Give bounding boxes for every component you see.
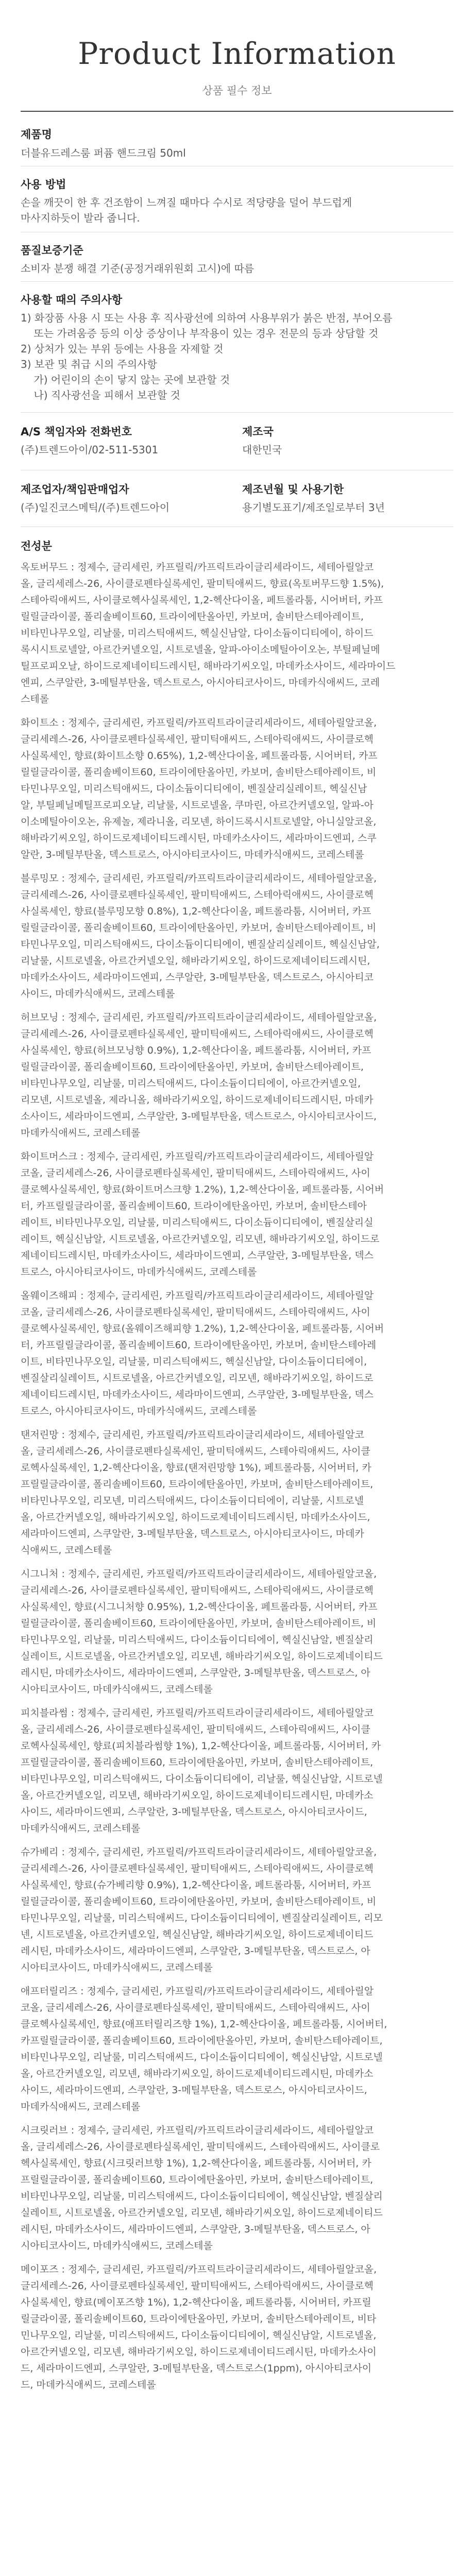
ingredient-line: 올, 글리세레스-26, 사이클로펜타실록세인, 팔미틱애씨드, 향료(옥토버무드향 1.5%),	[21, 578, 384, 589]
usage-line: 손을 깨끗이 한 후 건조함이 느껴질 때마다 수시로 적당량을 덜어 부드럽게	[21, 196, 352, 209]
ingredient-line: 민나무오일, 리날룰, 미리스틱애씨드, 다이소듐이디티에이, 헥실신남알, 시트로넬올,	[21, 2330, 377, 2341]
ingredient-block	[21, 2122, 453, 2254]
page-subtitle: 상품 필수 정보	[202, 84, 272, 97]
ingredient-line: 소사이드, 세라마이드엔피, 스쿠알란, 3-메틸부탄올, 덱스트로스, 아시아티코사이드,	[21, 1111, 377, 1122]
ingredient-line: 헥사실록세인, 향료(시크릿러브향 1%), 1,2-헥산다이올, 페트롤라툼, 시어버터, 카	[21, 2158, 371, 2169]
ingredient-line: 허브모닝 : 정제수, 글리세린, 카프릴릭/카프릭트라이글리세라이드, 세테아릴알코올,	[21, 1012, 377, 1023]
ingredient-line: 비타민나무오일, 리날룰, 미리스틱애씨드, 다이소듐이디티에이, 헥실신남알, 시트로넬	[21, 2052, 383, 2063]
ingredient-line: 리날룰, 시트로넬올, 아르간커넬오일, 해바라기씨오일, 하이드로제네이티드레시틴,	[21, 955, 370, 967]
caution-line: 가) 어린이의 손이 닿지 않는 곳에 보관할 것	[21, 374, 230, 386]
usage-label: 사용 방법	[21, 178, 66, 191]
ingredient-block	[21, 870, 453, 1002]
ingredient-line: 로헥사실록세인, 향료(피치블라썸향 1%), 1,2-헥산다이올, 페트롤라툼, 시어버터, 카	[21, 1740, 381, 1752]
quality-label: 품질보증기준	[21, 244, 83, 257]
page-title: Product Information	[78, 36, 396, 71]
ingredient-line: 옥토버무드 : 정제수, 글리세린, 카프릴릭/카프릭트라이글리세라이드, 세테아릴알코	[21, 562, 374, 573]
ingredient-line: 터, 카프릴릴글라이콜, 폴리솔베이트60, 트라이에탄올아민, 카보머, 솔비탄스테아레	[21, 1340, 377, 1351]
ingredient-line: 엔피, 스쿠알란, 3-메틸부탄올, 덱스트로스, 아시아티코사이드, 마데카식애씨드, 코레	[21, 677, 380, 688]
ingredient-line: 로헥사실록세인, 1,2-헥산다이올, 향료(탠저린망향 1%), 페트롤라툼, 시어버터, 카	[21, 1462, 371, 1473]
ingredient-line: 레시틴, 마데카소사이드, 세라마이드엔피, 스쿠알란, 3-메틸부탄올, 덱스트로스, 아	[21, 1667, 370, 1679]
ingredient-line: 비타민나무오일, 리날룰, 미리스틱애씨드, 다이소듐이디티에이, 헥실신남알, 벤질살리	[21, 2191, 383, 2202]
ingredient-line: 타민나무오일, 미리스틱애씨드, 다이소듐이디티에이, 벤질살리실레이트, 헥실신남알,	[21, 939, 380, 950]
ingredient-line: 글리세레스-26, 사이클로펜타실록세인, 팔미틱애씨드, 스테아릭애씨드, 사이클로헥	[21, 734, 374, 745]
ingredient-line: 사실록세인, 향료(슈가베리향 0.9%), 1,2-헥산다이올, 페트롤라툼, 시어버터, 카프	[21, 1879, 371, 1891]
ingredient-line: 비타민나무오일, 미리스틱애씨드, 다이소듐이디티에이, 리날룰, 헥실신남알, 시트로넬	[21, 1773, 383, 1785]
ingredient-line: 글리세레스-26, 사이클로펜타실록세인, 팔미틱애씨드, 스테아릭애씨드, 사이클로헥	[21, 2280, 374, 2292]
product-name-value: 더블유드레스룸 퍼퓸 핸드크림 50ml	[21, 147, 186, 159]
divider	[21, 111, 453, 112]
ingredient-line: 릴릴글라이콜, 폴리솔베이트60, 트라이에탄올아민, 카보머, 솔비탄스테아레이트, 비	[21, 1618, 377, 1629]
ingredient-line: 시아티코사이드, 마데카식애씨드, 코레스테롤	[21, 1962, 213, 1973]
ingredient-line: 글리세레스-26, 사이클로펜타실록세인, 팔미틱애씨드, 스테아릭애씨드, 사이클로헥	[21, 1028, 374, 1040]
ingredient-line: 타민나무오일, 리날룰, 미리스틱애씨드, 다이소듐이디티에이, 헥실신남알, 벤질살리	[21, 1634, 374, 1646]
ingredient-line: 마데카식애씨드, 코레스테롤	[21, 2101, 141, 2112]
ingredient-line: 글리세레스-26, 사이클로펜타실록세인, 팔미틱애씨드, 스테아릭애씨드, 사이클로헥	[21, 889, 374, 901]
ingredient-line: 이소메틸아이오논, 유제놀, 제라니올, 리모넨, 하이드록시시트로넬알, 아니실알코올,	[21, 816, 377, 827]
ingredient-line: 시크릿러브 : 정제수, 글리세린, 카프릴릭/카프릭트라이글리세라이드, 세테아릴알코	[21, 2125, 374, 2136]
ingredient-block	[21, 2261, 453, 2393]
ingredient-line: 릴릴글라이콜, 폴리솔베이트60, 트라이에탄올아민, 카보머, 솔비탄스테아레이트, 비	[21, 1896, 377, 1907]
ingredient-line: 클로헥사실록세인, 향료(올웨이즈해피향 1.2%), 1,2-헥산다이올, 페트롤라툼, 시어버	[21, 1323, 384, 1334]
ingredient-line: 실레이트, 시트로넬올, 아르간커넬오일, 리모넨, 해바라기씨오일, 하이드로제네이티드	[21, 2207, 383, 2218]
ingredient-block	[21, 715, 453, 863]
divider	[21, 412, 453, 413]
caution-line: 1) 화장품 사용 시 또는 사용 후 직사광선에 의하여 사용부위가 붉은 반점, 부어오름	[21, 312, 393, 324]
usage-line: 마사지하듯이 발라 줍니다.	[21, 212, 140, 224]
ingredient-block	[21, 1705, 453, 1837]
ingredient-line: 프릴릴글라이콜, 폴리솔베이트60, 트라이에탄올아민, 카보머, 솔비탄스테아레이트,	[21, 1757, 374, 1768]
caution-line: 또는 가려움증 등의 이상 증상이나 부작용이 있는 경우 전문의 등과 상담할 것	[21, 327, 379, 340]
ingredients-list	[21, 559, 453, 2400]
usage-text	[21, 195, 352, 226]
ingredient-line: 클로헥사실록세인, 향료(화이트머스크향 1.2%), 1,2-헥산다이올, 페트롤라툼, 시어버	[21, 1184, 384, 1195]
ingredient-block	[21, 1427, 453, 1558]
ingredient-line: 실레이트, 시트로넬올, 아르간커넬오일, 리모넨, 해바라기씨오일, 하이드로제네이티드	[21, 1651, 383, 1662]
ingredient-line: 메이포즈 : 정제수, 글리세린, 카프릴릭/카프릭트라이글리세라이드, 세테아릴알코올,	[21, 2264, 377, 2275]
ingredient-line: 마데카식애씨드, 코레스테롤	[21, 1823, 141, 1834]
ingredient-line: 올웨이즈해피 : 정제수, 글리세린, 카프릴릭/카프릭트라이글리세라이드, 세테아릴알	[21, 1290, 374, 1301]
as-contact-label: A/S 책임자와 전화번호	[21, 426, 132, 438]
manufacturer-value: (주)일진코스메틱/(주)트렌드아이	[21, 501, 170, 514]
ingredient-line: 글리세레스-26, 사이클로펜타실록세인, 팔미틱애씨드, 스테아릭애씨드, 사이클로헥	[21, 1585, 374, 1596]
ingredient-line: 드, 세라마이드엔피, 스쿠알란, 3-메틸부탄올, 덱스트로스(1ppm), 아시아티코사이	[21, 2363, 372, 2374]
ingredient-line: 트로스, 아시아티코사이드, 마데카식애씨드, 코레스테롤	[21, 1266, 257, 1278]
ingredient-block	[21, 559, 453, 707]
ingredient-line: 릴글라이콜, 폴리솔베이트60, 트라이에탄올아민, 카보머, 솔비탄스테아레이트, 비타	[21, 2313, 377, 2325]
ingredient-line: 릴릴글라이콜, 폴리솔베이트60, 트라이에탄올아민, 카보머, 솔비탄스테아레이트,	[21, 611, 364, 622]
ingredient-line: 블루밍모 : 정제수, 글리세린, 카프릴릭/카프릭트라이글리세라이드, 세테아릴알코올,	[21, 873, 377, 884]
ingredient-line: 올, 글리세레스-26, 사이클로펜타실록세인, 팔미틱애씨드, 스테아릭애씨드, 사이클	[21, 1724, 370, 1735]
ingredient-line: 레이트, 헥실신남알, 시트로넬올, 아르간커넬오일, 리모넨, 해바라기씨오일, 하이드로	[21, 1233, 380, 1245]
ingredient-line: 사실록세인, 향료(시그니처향 0.95%), 1,2-헥산다이올, 페트롤라툼, 시어버터, 카프	[21, 1601, 378, 1613]
ingredient-line: 세라마이드엔피, 스쿠알란, 3-메틸부탄올, 덱스트로스, 아시아티코사이드, 마데카	[21, 1528, 364, 1539]
ingredient-line: 올, 아르간커넬오일, 리모넨, 해바라기씨오일, 하이드로제네이티드레시틴, 마데카소	[21, 1790, 374, 1801]
ingredient-line: 시아티코사이드, 마데카식애씨드, 코레스테롤	[21, 2240, 213, 2251]
ingredient-line: 프릴릴글라이콜, 폴리솔베이트60, 트라이에탄올아민, 카보머, 솔비탄스테아레이트,	[21, 1479, 374, 1490]
ingredient-line: 사실록세인, 향료(화이트소향 0.65%), 1,2-헥산다이올, 페트롤라툼, 시어버터, 카프	[21, 750, 378, 761]
ingredient-line: 올, 아르간커넬오일, 해바라기씨오일, 하이드로제네이티드레시틴, 마데카소사이드,	[21, 1512, 370, 1523]
ingredient-line: 사이드, 세라마이드엔피, 스쿠알란, 3-메틸부탄올, 덱스트로스, 아시아티코사이드,	[21, 2084, 367, 2096]
ingredient-line: 스테롤	[21, 693, 49, 705]
ingredient-line: 사실록세인, 향료(블루밍모향 0.8%), 1,2-헥산다이올, 페트롤라툼, 시어버터, 카프	[21, 906, 371, 917]
ingredient-line: 레이트, 비타민나무오일, 리날룰, 미리스틱애씨드, 다이소듐이디티에이, 벤질살리실	[21, 1217, 374, 1228]
cautions-text	[21, 310, 392, 403]
ingredient-line: 비타민나무오일, 리날룰, 미리스틱애씨드, 헥실신남알, 다이소듐이디티에이, 하이드	[21, 628, 374, 639]
ingredient-line: 릴릴글라이콜, 폴리솔베이트60, 트라이에탄올아민, 카보머, 솔비탄스테아레이트, 비	[21, 767, 377, 778]
ingredient-block	[21, 1983, 453, 2115]
ingredient-block	[21, 1844, 453, 1976]
ingredient-line: 이트, 비타민나무오일, 리날룰, 미리스틱애씨드, 헥실신남알, 다이소듐이디티에이,	[21, 1356, 367, 1367]
ingredient-line: 아르간커넬오일, 리모넨, 해바라기씨오일, 하이드로제네이티드레시틴, 마데카소사이	[21, 2346, 377, 2358]
ingredient-line: 클로헥사실록세인, 향료(애프터릴리즈향 1%), 1,2-헥산다이올, 페트롤라툼, 시어버터,	[21, 2019, 387, 2030]
ingredient-line: 사실록세인, 향료(허브모닝향 0.9%), 1,2-헥산다이올, 페트롤라툼, 시어버터, 카프	[21, 1045, 371, 1056]
ingredient-line: 마데카소사이드, 세라마이드엔피, 스쿠알란, 3-메틸부탄올, 덱스트로스, 아시아티코	[21, 972, 374, 983]
ingredient-line: 타민나무오일, 리날룰, 미리스틱애씨드, 다이소듐이디티에이, 벤질살리실레이트, 리모	[21, 1912, 383, 1924]
ingredient-line: 터, 카프릴릴글라이콜, 폴리솔베이트60, 트라이에탄올아민, 카보머, 솔비탄스테아	[21, 1200, 367, 1212]
ingredient-line: 리모넨, 시트로넬올, 제라니올, 해바라기씨오일, 하이드로제네이티드레시틴, 마데카	[21, 1094, 374, 1106]
ingredient-line: 식애씨드, 코레스테롤	[21, 1545, 112, 1556]
ingredient-line: 알, 부틸페닐메틸프로피오날, 리날룰, 시트로넬올, 쿠마린, 아르간커넬오일, 알파-아	[21, 800, 374, 811]
ingredient-line: 드, 마데카식애씨드, 코레스테롤	[21, 2379, 156, 2391]
ingredient-line: 화이트소 : 정제수, 글리세린, 카프릴릭/카프릭트라이글리세라이드, 세테아릴알코올,	[21, 717, 377, 728]
ingredient-line: 사이드, 세라마이드엔피, 스쿠알란, 3-메틸부탄올, 덱스트로스, 아시아티코사이드,	[21, 1806, 367, 1818]
ingredient-line: 화이트머스크 : 정제수, 글리세린, 카프릴릭/카프릭트라이글리세라이드, 세테아릴알	[21, 1151, 374, 1162]
ingredients-label: 전성분	[21, 540, 52, 552]
ingredient-line: 코올, 글리세레스-26, 사이클로펜타실록세인, 팔미틱애씨드, 스테아릭애씨드, 사이	[21, 2002, 370, 2013]
ingredient-line: 사이드, 마데카식애씨드, 코레스테롤	[21, 988, 175, 999]
expiry-value: 용기별도표기/제조일로부터 3년	[242, 501, 385, 514]
ingredient-line: 해바라기씨오일, 하이드로제네이티드레시틴, 마데카소사이드, 세라마이드엔피, 스쿠	[21, 833, 377, 844]
ingredient-line: 릴릴글라이콜, 폴리솔베이트60, 트라이에탄올아민, 카보머, 솔비탄스테아레이트,	[21, 1061, 364, 1073]
ingredient-line: 코올, 글리세레스-26, 사이클로펜타실록세인, 팔미틱애씨드, 스테아릭애씨드, 사이	[21, 1167, 370, 1179]
ingredient-line: 시아티코사이드, 마데카식애씨드, 코레스테롤	[21, 1684, 213, 1695]
ingredient-line: 카프릴릴글라이콜, 폴리솔베이트60, 트라이에탄올아민, 카보머, 솔비탄스테아레이트,	[21, 2035, 383, 2046]
ingredient-line: 올, 아르간커넬오일, 리모넨, 해바라기씨오일, 하이드로제네이티드레시틴, 마데카소	[21, 2068, 374, 2079]
caution-line: 2) 상처가 있는 부위 등에는 사용을 자제할 것	[21, 343, 224, 355]
ingredient-block	[21, 1148, 453, 1280]
made-in-value: 대한민국	[242, 444, 282, 456]
ingredient-line: 비타민나무오일, 리모넨, 미리스틱애씨드, 다이소듐이디티에이, 리날룰, 시트로넬	[21, 1495, 364, 1506]
ingredient-line: 넨, 시트로넬올, 아르간커넬오일, 헥실신남알, 해바라기씨오일, 하이드로제네이티드	[21, 1929, 374, 1940]
ingredient-line: 제네이티드레시틴, 마데카소사이드, 세라마이드엔피, 스쿠알란, 3-메틸부탄올, 덱스	[21, 1389, 374, 1400]
cautions-label: 사용할 때의 주의사항	[21, 294, 123, 306]
manufacturer-label: 제조업자/책임판매업자	[21, 483, 129, 496]
made-in-label: 제조국	[242, 426, 274, 438]
ingredient-line: 올, 글리세레스-26, 사이클로펜타실록세인, 팔미틱애씨드, 스테아릭애씨드, 사이클로	[21, 2141, 380, 2153]
ingredient-line: 록시시트로넬알, 아르간커넬오일, 시트로넬올, 알파-아이소메틸아이오논, 부틸페닐메	[21, 644, 380, 655]
divider	[21, 281, 453, 282]
ingredient-line: 타민나무오일, 미리스틱애씨드, 다이소듐이디티에이, 벤질살리실레이트, 헥실신남	[21, 783, 367, 794]
product-name-label: 제품명	[21, 128, 52, 141]
as-contact-value: (주)트렌드아이/02-511-5301	[21, 444, 159, 456]
caution-line: 3) 보관 및 취급 시의 주의사항	[21, 358, 157, 370]
ingredient-line: 알란, 3-메틸부탄올, 덱스트로스, 아시아티코사이드, 마데카식애씨드, 코레스테롤	[21, 849, 364, 860]
ingredient-line: 마데카식애씨드, 코레스테롤	[21, 1127, 141, 1139]
ingredient-line: 레시틴, 마데카소사이드, 세라마이드엔피, 스쿠알란, 3-메틸부탄올, 덱스트로스, 아	[21, 1945, 370, 1957]
ingredient-line: 벤질살리실레이트, 시트로넬올, 아르간커넬오일, 리모넨, 해바라기씨오일, 하이드로	[21, 1372, 374, 1384]
caution-line: 나) 직사광선을 피해서 보관할 것	[21, 389, 180, 401]
ingredient-line: 피치블라썸 : 정제수, 글리세린, 카프릴릭/카프릭트라이글리세라이드, 세테아릴알코	[21, 1707, 374, 1719]
ingredient-line: 코올, 글리세레스-26, 사이클로펜타실록세인, 팔미틱애씨드, 스테아릭애씨드, 사이	[21, 1307, 370, 1318]
ingredient-line: 트로스, 아시아티코사이드, 마데카식애씨드, 코레스테롤	[21, 1405, 257, 1417]
ingredient-line: 스테아릭애씨드, 사이클로헥사실록세인, 1,2-헥산다이올, 페트롤라툼, 시어버터, 카프	[21, 595, 383, 606]
ingredient-line: 레시틴, 마데카소사이드, 세라마이드엔피, 스쿠알란, 3-메틸부탄올, 덱스트로스, 아	[21, 2224, 370, 2235]
ingredient-block	[21, 1009, 453, 1141]
ingredient-line: 시그니처 : 정제수, 글리세린, 카프릴릭/카프릭트라이글리세라이드, 세테아릴알코올,	[21, 1568, 377, 1580]
ingredient-line: 제네이티드레시틴, 마데카소사이드, 세라마이드엔피, 스쿠알란, 3-메틸부탄올, 덱스	[21, 1250, 374, 1261]
ingredient-line: 탠저린망 : 정제수, 글리세린, 카프릴릭/카프릭트라이글리세라이드, 세테아릴알코	[21, 1429, 364, 1440]
ingredient-line: 올, 글리세레스-26, 사이클로펜타실록세인, 팔미틱애씨드, 스테아릭애씨드, 사이클	[21, 1446, 370, 1457]
expiry-label: 제조년월 및 사용기한	[242, 483, 344, 496]
ingredient-block	[21, 1566, 453, 1698]
ingredient-line: 글리세레스-26, 사이클로펜타실록세인, 팔미틱애씨드, 스테아릭애씨드, 사이클로헥	[21, 1863, 374, 1874]
ingredient-line: 비타민나무오일, 리날룰, 미리스틱애씨드, 다이소듐이디티에이, 아르간커넬오일,	[21, 1078, 361, 1089]
ingredient-line: 슈가베리 : 정제수, 글리세린, 카프릴릭/카프릭트라이글리세라이드, 세테아릴알코올,	[21, 1846, 377, 1858]
quality-value: 소비자 분쟁 해결 기준(공정거래위원회 고시)에 따름	[21, 262, 255, 275]
ingredient-line: 프릴릴글라이콜, 폴리솔베이트60, 트라이에탄올아민, 카보머, 솔비탄스테아레이트,	[21, 2174, 374, 2185]
ingredient-line: 사실록세인, 향료(메이포즈향 1%), 1,2-헥산다이올, 페트롤라툼, 시어버터, 카프릴	[21, 2297, 371, 2308]
ingredient-line: 릴릴글라이콜, 폴리솔베이트60, 트라이에탄올아민, 카보머, 솔비탄스테아레이트, 비	[21, 922, 377, 934]
ingredient-block	[21, 1287, 453, 1419]
ingredient-line: 애프터릴리즈 : 정제수, 글리세린, 카프릴릭/카프릭트라이글리세라이드, 세테아릴알	[21, 1986, 374, 1997]
ingredient-line: 틸프로피오날, 하이드로제네이티드레시틴, 해바라기씨오일, 마데카소사이드, 세라마이드	[21, 660, 396, 672]
